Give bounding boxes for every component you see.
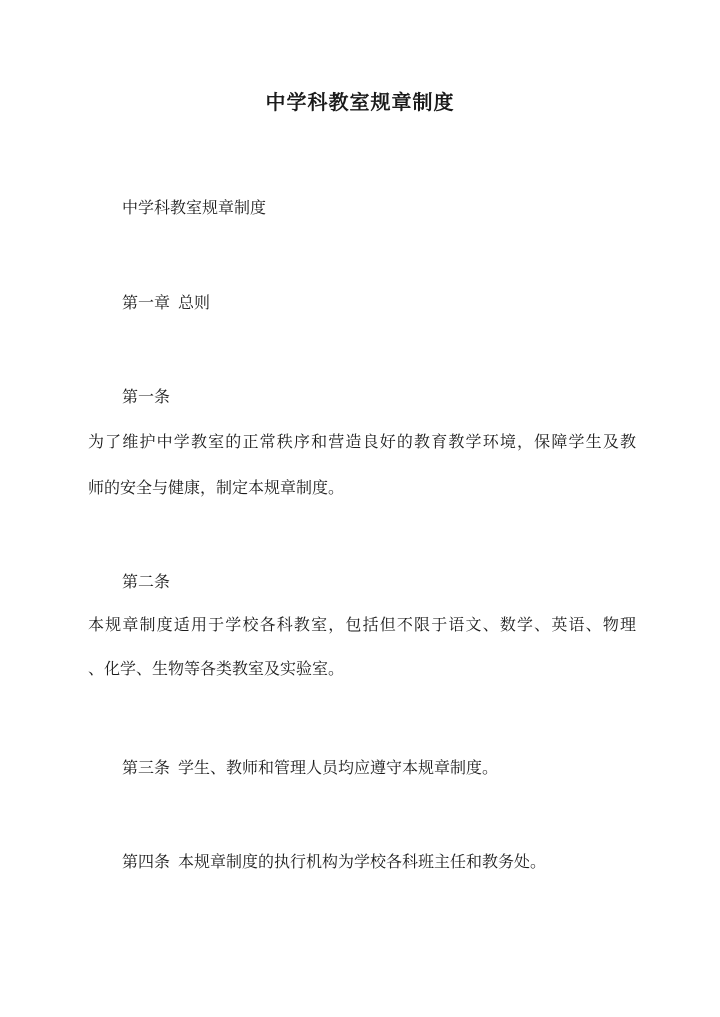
article-1-line-1: 为了维护中学教室的正常秩序和营造良好的教育教学环境，保障学生及教 bbox=[88, 432, 636, 451]
article-3-text: 学生、教师和管理人员均应遵守本规章制度。 bbox=[178, 758, 499, 777]
article-3-label: 第三条 bbox=[122, 758, 171, 777]
article-1-line-2: 师的安全与健康，制定本规章制度。 bbox=[88, 478, 345, 497]
article-3 bbox=[122, 757, 498, 779]
document-title: 中学科教室规章制度 bbox=[265, 90, 455, 114]
article-4 bbox=[122, 851, 546, 873]
article-2-line-2: 、化学、生物等各类教室及实验室。 bbox=[88, 659, 345, 678]
chapter-name: 总则 bbox=[178, 293, 211, 312]
article-4-label: 第四条 bbox=[122, 852, 171, 871]
chapter-heading bbox=[122, 292, 210, 314]
document-subtitle: 中学科教室规章制度 bbox=[122, 198, 267, 217]
article-2-label: 第二条 bbox=[122, 572, 171, 591]
article-1-label: 第一条 bbox=[122, 387, 171, 406]
chapter-number: 第一章 bbox=[122, 293, 171, 312]
article-4-text: 本规章制度的执行机构为学校各科班主任和教务处。 bbox=[178, 852, 547, 871]
article-2-line-1: 本规章制度适用于学校各科教室，包括但不限于语文、数学、英语、物理 bbox=[88, 615, 636, 634]
